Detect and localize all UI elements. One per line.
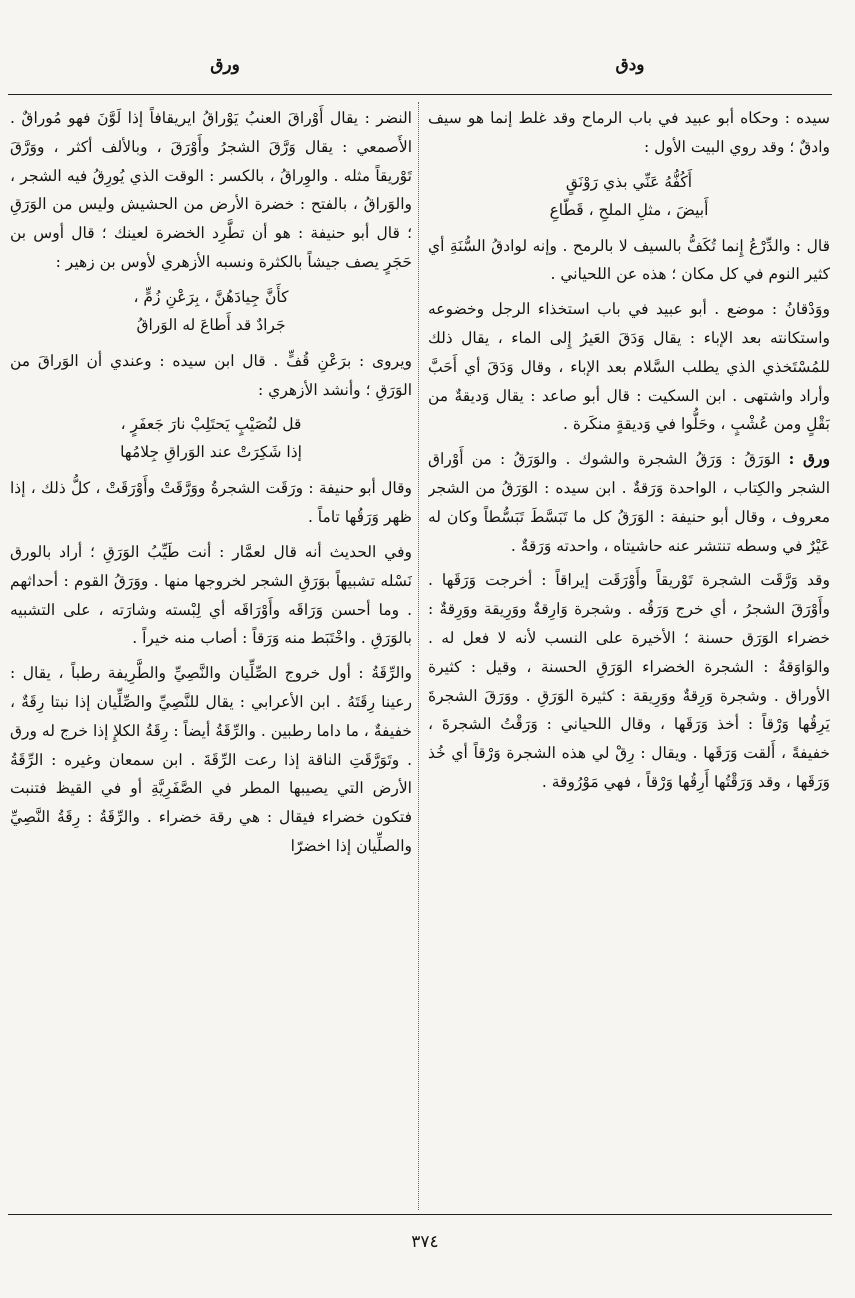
verse: [428, 168, 830, 224]
top-rule: [8, 94, 832, 95]
header-word-left: ورق: [210, 55, 240, 75]
verse: [10, 283, 412, 339]
verse-line: أَبيضَ ، مثلِ الملحِ ، قَطّاعِ: [549, 200, 709, 219]
verse-line: إذا شَكِرَتْ عند الوَراقِ جِلامُها: [120, 443, 302, 462]
verse: [10, 410, 412, 466]
entry-paragraph: [428, 445, 830, 560]
verse-line: كأَنَّ جِيادَهُنَّ ، بِرَعْنِ زُمٍّ ،: [133, 287, 289, 306]
entry-text: الوَرَقُ : وَرَقُ الشجرة والشوك . والوَرَقُ : من أَوْراق الشجر والكِتاب ، الواحدة وَرَقةٌ . ابن سيده : الوَرَقُ من الشجر معروف ، وقال أبو حنيفة : الوَرَقُ كل ما تَبَسَّطَ تَبَسُّطاً وكان له عَيْرٌ في وسطه تنتشر عنه حاشيتاه ، واحدته وَرَقةٌ .: [428, 450, 830, 555]
paragraph: وقد وَرَّقَت الشجرة تَوْريقاً وأَوْرَقَت إيراقاً : أخرجت وَرَقَها . وأَوْرَقَ الشجرُ ، أي خرج وَرَقُه . وشجرة وَارِقةٌ ووَرِيقة ووَرِقةٌ : خضراء الوَرَق حسنة ؛ الأخيرة على النسب لأنه لا فعل له . والوَاوَقةُ : الشجرة الخضراء الوَرَقِ الحسنة ، وقيل : كثيرة الأوراق . وشجرة وَرِقةٌ ووَرِيقة : كثيرة الوَرَقِ . ووَرَقَ الشجرةَ يَرِقُها وَرْقاً : أخذ وَرَقَها ، وقال اللحياني : وَرَقْتُ الشجرةَ ، خفيفةً ، أَلقت وَرَقَها . ويقال : رِقْ لي هذه الشجرة وَرْقاً أي خُذ وَرَقَها ، وقد وَرَقْتُها أَرِقُها وَرْقاً ، فهي مَوْرُوقة .: [428, 571, 830, 791]
page-number: ٣٧٤: [411, 1232, 439, 1252]
paragraph: النضر : يقال أَوْراقَ العنبُ يَوْراقُ ايريقافاً إذا لَوَّنَ فهو مُوراقٌ . الأَصمعي : يقال وَرَّقَ الشجرُ وأَوْرَقَ ، وبالألف أكثر ، ووَرَّقَ تَوْريقاً مثله . والوِراقُ ، بالكسر : الوقت الذي يُورِقُ فيه الشجر ، والوَراقُ ، بالفتح : خضرة الأرض من الحشيش وليس من الوَرَقِ ؛ قال أبو حنيفة : هو أن تطَّرِد الخضرة لعينك ؛ قال أوس بن حَجَرٍ يصف جيشاً بالكثرة ونسبه الأزهري لأوس بن زهير :: [10, 109, 412, 271]
entry-headword: ورق :: [788, 449, 830, 469]
paragraph: وفي الحديث أنه قال لعمَّار : أنت طَيِّبُ الوَرَقِ ؛ أراد بالورق نَسْله تشبيهاً بوَرَقِ الشجر لخروجها منها . ووَرَقُ القوم : أحداثهم . وما أحسن وَرَاقَه وأَوْرَاقَه أي لِبْسته وشارَته ، على التشبيه بالوَرَقِ . واخْتَبَط منه وَرَقاً : أصاب منه خيراً .: [10, 542, 412, 648]
header-word-right: ودق: [615, 55, 645, 75]
left-column: [10, 104, 412, 1208]
verse-line: أَكُفُّهُ عَنِّي بذي رَوْنَقٍ: [565, 172, 693, 191]
paragraph: ووَدْقانُ : موضع . أبو عبيد في باب استخذاء الرجل وخضوعه واستكانته بعد الإباء : يقال وَدَقَ العَيرُ إِلى الماء ، يقال ذلك للمُسْتَخذي الذي يطلب السَّلام بعد الإباء ، وقال وَدَقَ أي أَحَبَّ وأراد واشتهى . ابن السكيت : قال أبو صاعد : يقال وَديقةٌ من بَقْلٍ ومن عُشْبٍ ، وحَلُّوا في وَديقةٍ منكَرة .: [428, 300, 830, 434]
right-column: [428, 104, 830, 1208]
verse-line: جَرادٌ قد أَطاعَ له الوَراقُ: [136, 315, 286, 334]
paragraph: وقال أبو حنيفة : ورَقَت الشجرةُ ووَرَّقَتْ وأَوْرَقَتْ ، كلُّ ذلك ، إذا ظهر وَرَقُها تاماً .: [10, 479, 412, 527]
paragraph: سيده : وحكاه أبو عبيد في باب الرماح وقد غلط إنما هو سيف وادقٌ ؛ وقد روي البيت الأول :: [428, 109, 830, 156]
bottom-rule: [8, 1214, 832, 1215]
paragraph: ويروى : برَعْنِ قُفٍّ . قال ابن سيده : وعندي أن الوَراقَ من الوَرَقِ ؛ وأنشد الأزهري :: [10, 351, 412, 399]
verse-line: قل لنُصَيْبٍ يَحتَلِبْ نارَ جَعفَرٍ ،: [120, 415, 302, 434]
paragraph: والرِّقَةُ : أول خروج الصِّلِّيان والنَّصِيِّ والطَّرِيفة رطباً ، يقال : رعينا رِقَتَهُ . ابن الأعرابي : يقال للنَّصِيِّ والصِّلِّيان إذا نبتا رِقَةٌ ، خفيفةٌ ، ما داما رطبين . والرِّقَةُ أيضاً : رِقَةُ الكلإِ إذا خرج له ورق . وتَوَرَّقَتِ الناقة إذا رعت الرِّقَةَ . ابن سمعان وغيره : الرِّقَةُ الأرض التي يصيبها المطر في الصَّفَرِيَّةِ أو في القيظ فتنبت فتكون خضراء فيقال : هي رقة خضراء . والرِّقَةُ : رِقَةُ النَّصِيِّ والصلِّيان إذا اخضرّا: [10, 664, 412, 855]
paragraph: قال : والدِّرْعُ إِنما تُكَفُّ بالسيف لا بالرمح . وإنه لوادقُ السُّنَةِ أي كثير النوم في كل مكان ؛ هذه عن اللحياني .: [428, 236, 830, 284]
column-divider: [418, 102, 419, 1210]
